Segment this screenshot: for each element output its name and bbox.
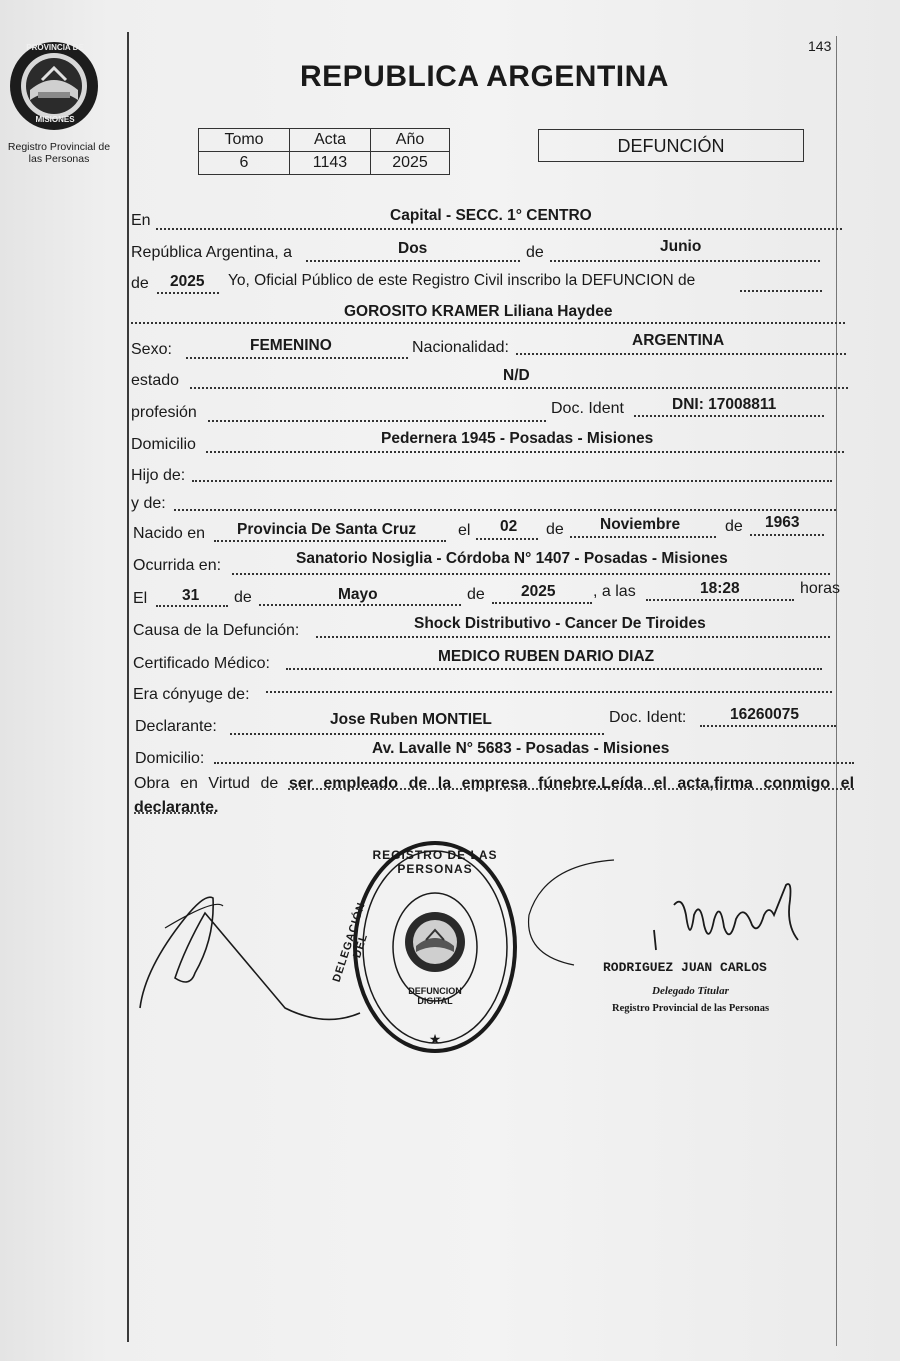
fill-line-declarant-address <box>214 762 854 764</box>
right-margin-rule <box>836 36 837 1346</box>
registry-label <box>0 141 118 165</box>
fill-line-spouse <box>266 691 832 693</box>
label-domicilio: Domicilio <box>131 436 196 453</box>
label-en: En <box>131 212 151 229</box>
left-margin-rule <box>127 32 129 1342</box>
logo-text-top: PROVINCIA DE <box>26 43 84 52</box>
value-doc-ident: DNI: 17008811 <box>672 396 777 413</box>
fill-line-birth-month <box>570 536 716 538</box>
label-causa: Causa de la Defunción: <box>133 622 300 639</box>
header-anio: Año <box>371 129 450 152</box>
value-deceased-name: GOROSITO KRAMER Liliana Haydee <box>344 303 613 320</box>
fill-line-doc <box>634 415 824 417</box>
record-table <box>198 128 450 175</box>
fill-line-sex <box>186 357 408 359</box>
value-acta: 1143 <box>290 152 371 175</box>
page-title: REPUBLICA ARGENTINA <box>300 60 669 93</box>
value-birth-month: Noviembre <box>600 516 681 533</box>
value-birth-place: Provincia De Santa Cruz <box>237 521 417 538</box>
label-a-las: , a las <box>593 583 636 600</box>
label-de-2: de <box>131 275 149 292</box>
value-nationality: ARGENTINA <box>632 332 725 349</box>
page-number: 143 <box>808 38 832 54</box>
signatory-role: Delegado Titular <box>652 985 729 997</box>
fill-line-day <box>306 260 520 262</box>
value-cause: Shock Distributivo - Cancer De Tiroides <box>414 615 706 632</box>
value-death-place: Sanatorio Nosiglia - Córdoba N° 1407 - Posadas - Misiones <box>296 550 728 567</box>
svg-text:★: ★ <box>428 1031 442 1047</box>
label-doc-ident-2: Doc. Ident: <box>609 709 687 726</box>
fill-line-birth-place <box>214 540 446 542</box>
fill-line-address <box>206 451 844 453</box>
label-de-1: de <box>526 244 544 261</box>
label-nacido-en: Nacido en <box>133 525 206 542</box>
fill-line-name <box>131 322 845 324</box>
value-obra: ser empleado de la empresa fúnebre.Leída el acta,firma conmigo el declarante. <box>134 775 855 816</box>
fill-line-death-year <box>492 602 592 604</box>
fill-line-declarant <box>230 733 604 735</box>
fill-line-hijo-de <box>192 480 832 482</box>
label-republica: República Argentina, a <box>131 244 292 261</box>
registry-label-line1: Registro Provincial de <box>7 141 111 153</box>
record-type-box: DEFUNCIÓN <box>538 129 804 162</box>
value-month: Junio <box>660 238 702 255</box>
fill-line-death-month <box>259 604 461 606</box>
declarant-signature-icon <box>135 878 365 1028</box>
signatory-office: Registro Provincial de las Personas <box>612 1003 770 1014</box>
value-birth-day: 02 <box>500 518 518 535</box>
fill-line-declarant-doc <box>700 725 836 727</box>
label-el: el <box>458 522 471 539</box>
fill-line-inscribo <box>740 290 822 292</box>
fill-line-death-place <box>232 573 830 575</box>
fill-line-birth-year <box>750 534 824 536</box>
value-death-year: 2025 <box>521 583 556 600</box>
label-profesion: profesión <box>131 404 197 421</box>
fill-line-place <box>156 228 842 230</box>
fill-line-year <box>157 292 219 294</box>
fill-line-cause <box>316 636 830 638</box>
value-doctor: MEDICO RUBEN DARIO DIAZ <box>438 648 655 665</box>
value-day-words: Dos <box>398 240 428 257</box>
header-tomo: Tomo <box>199 129 290 152</box>
label-obra: Obra en Virtud de <box>134 775 279 792</box>
fill-line-nationality <box>516 353 846 355</box>
value-tomo: 6 <box>199 152 290 175</box>
label-domicilio-2: Domicilio: <box>135 750 205 767</box>
value-estado: N/D <box>503 367 530 384</box>
value-address: Pedernera 1945 - Posadas - Misiones <box>381 430 654 447</box>
value-birth-year: 1963 <box>765 514 800 531</box>
value-death-day: 31 <box>182 587 200 604</box>
value-death-month: Mayo <box>338 586 378 603</box>
value-place: Capital - SECC. 1° CENTRO <box>390 207 592 224</box>
label-nacionalidad: Nacionalidad: <box>412 339 509 356</box>
fill-line-profesion <box>208 420 546 422</box>
label-conyuge: Era cónyuge de: <box>133 686 250 703</box>
label-y-de: y de: <box>131 495 166 512</box>
fill-line-death-time <box>646 599 794 601</box>
fill-line-doctor <box>286 668 822 670</box>
obra-paragraph <box>134 772 854 820</box>
value-anio: 2025 <box>371 152 450 175</box>
label-de-birth-2: de <box>725 518 743 535</box>
label-estado: estado <box>131 372 180 389</box>
official-signature-icon <box>524 855 814 975</box>
label-de-birth-1: de <box>546 521 564 538</box>
label-doc-ident: Doc. Ident <box>551 400 624 417</box>
label-ocurrida-en: Ocurrida en: <box>133 557 222 574</box>
label-de-death-1: de <box>234 589 252 606</box>
registry-label-line2: las Personas <box>28 153 90 165</box>
signatory-name: RODRIGUEZ JUAN CARLOS <box>603 960 767 975</box>
label-inscribo: Yo, Oficial Público de este Registro Civil inscribo la DEFUNCION de <box>228 272 696 289</box>
value-declarant-doc: 16260075 <box>730 706 799 723</box>
label-sexo: Sexo: <box>131 341 172 358</box>
fill-line-death-day <box>156 605 228 607</box>
label-declarante: Declarante: <box>135 718 217 735</box>
label-de-death-2: de <box>467 586 485 603</box>
seal-text-left: DELEGACIÓN DEL <box>330 900 371 984</box>
value-declarant: Jose Ruben MONTIEL <box>330 711 492 728</box>
header-acta: Acta <box>290 129 371 152</box>
seal-text-top: REGISTRO DE LAS PERSONAS <box>372 848 498 876</box>
fill-line-estado <box>190 387 848 389</box>
fill-line-y-de <box>174 509 836 511</box>
fill-line-month <box>550 260 820 262</box>
label-certificado: Certificado Médico: <box>133 655 270 672</box>
fill-line-birth-day <box>476 538 538 540</box>
label-el-death: El <box>133 590 148 607</box>
value-year: 2025 <box>170 273 205 290</box>
value-declarant-address: Av. Lavalle N° 5683 - Posadas - Misiones <box>372 740 670 757</box>
seal-text-inner: DEFUNCION DIGITAL <box>408 986 462 1006</box>
logo-text-bottom: MISIONES <box>35 115 75 124</box>
label-horas: horas <box>800 580 841 597</box>
value-death-time: 18:28 <box>700 580 740 597</box>
value-sex: FEMENINO <box>250 337 332 354</box>
label-hijo-de: Hijo de: <box>131 467 186 484</box>
